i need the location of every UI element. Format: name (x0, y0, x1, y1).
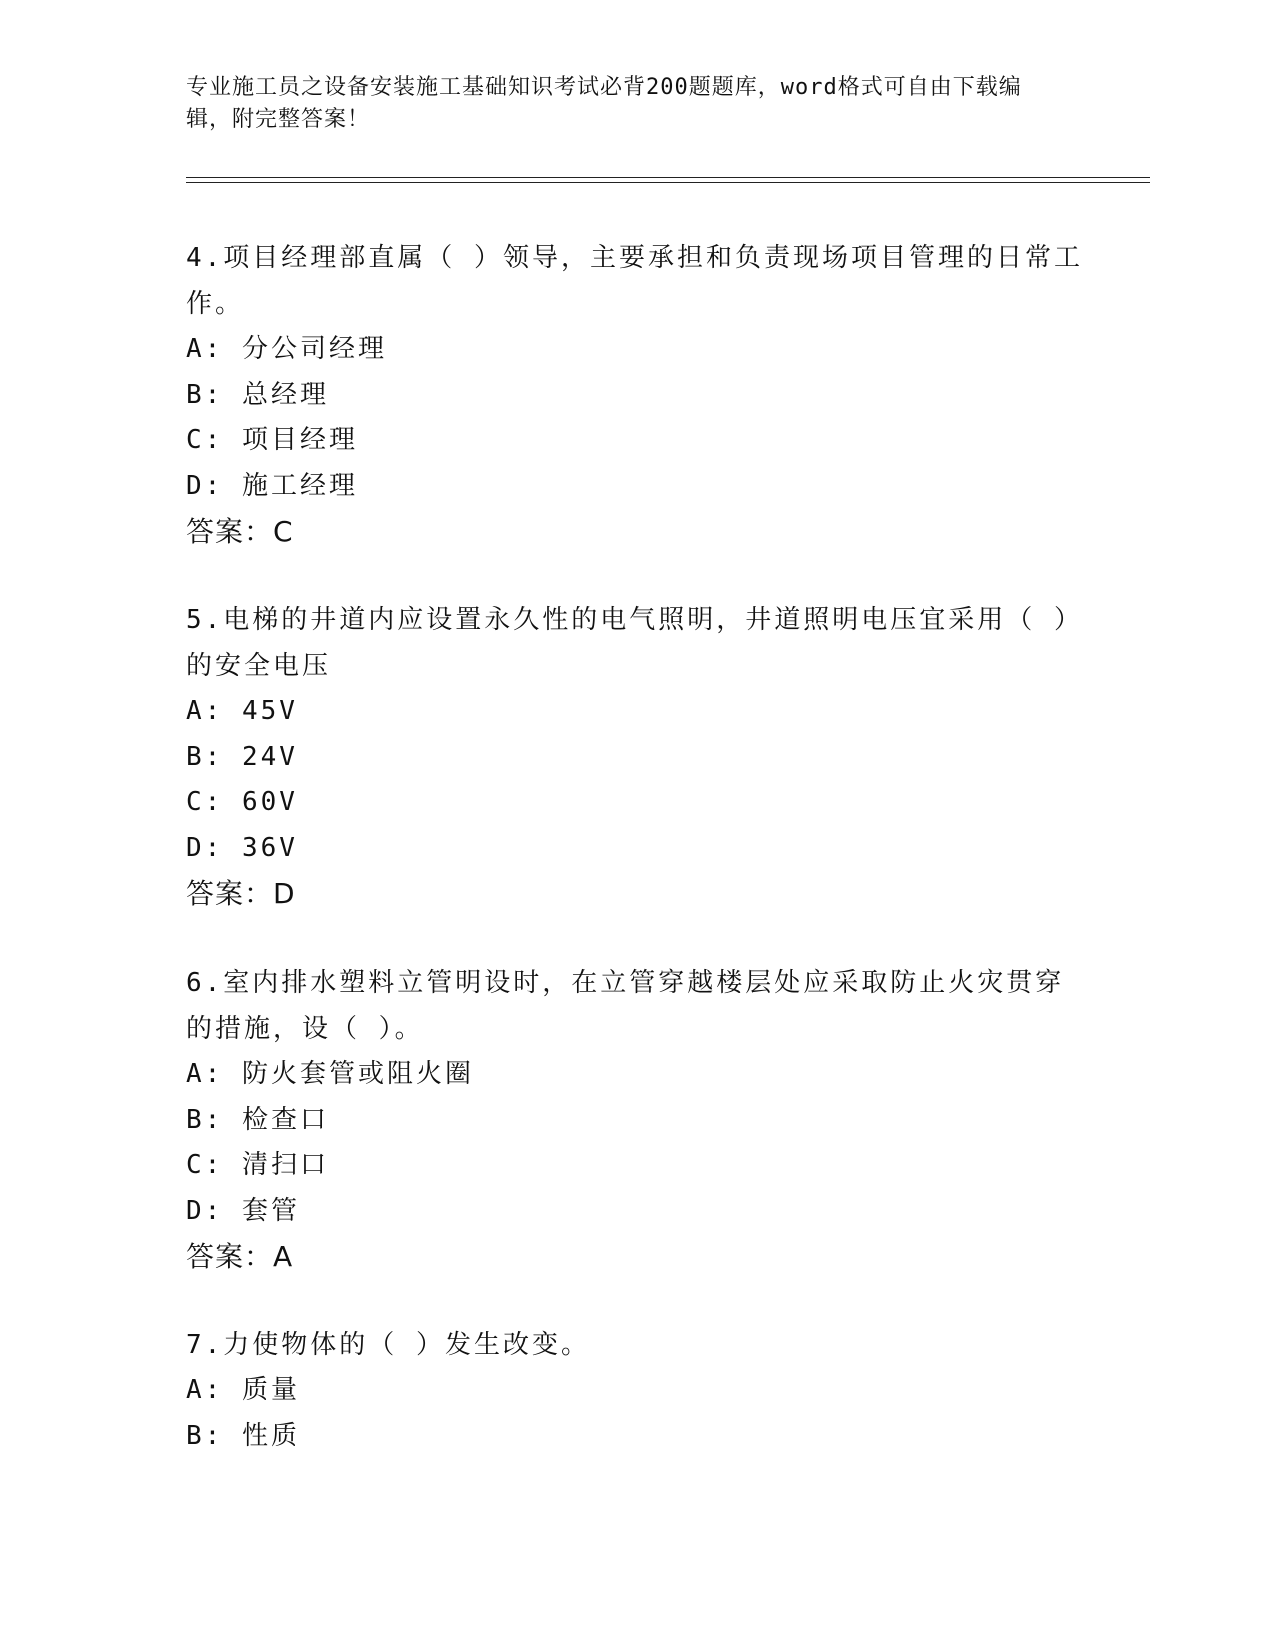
option-d: D: 套管 (186, 1195, 300, 1226)
header-divider-line (186, 182, 1150, 183)
option-c: C: 项目经理 (186, 425, 358, 455)
option-b: B: 性质 (186, 1420, 300, 1451)
option-a: A: 分公司经理 (186, 334, 387, 364)
option-a: A: 防火套管或阻火圈 (186, 1059, 474, 1089)
document-header: 专业施工员之设备安装施工基础知识考试必背200题题库，word格式可自由下载编辑，附完整答案！ (186, 75, 1022, 132)
question-block (186, 597, 1086, 917)
option-c: C: 60V (186, 787, 298, 817)
question-stem: 4.项目经理部直属（ ）领导，主要承担和负责现场项目管理的日常工作。 (186, 243, 1083, 319)
option-b: B: 24V (186, 741, 298, 772)
question-block (186, 235, 1086, 555)
question-stem: 6.室内排水塑料立管明设时，在立管穿越楼层处应采取防止火灾贯穿的措施，设（ ）。 (186, 968, 1065, 1044)
option-c: C: 清扫口 (186, 1150, 329, 1180)
question-stem: 5.电梯的井道内应设置永久性的电气照明，井道照明电压宜采用（ ）的安全电压 (186, 605, 1083, 681)
option-d: D: 36V (186, 832, 298, 863)
header-divider-line (186, 177, 1150, 178)
answer-line: 答案：A (186, 1240, 294, 1273)
answer-line: 答案：D (186, 877, 296, 910)
question-block (186, 1322, 1086, 1459)
option-b: B: 总经理 (186, 379, 329, 410)
option-a: A: 质量 (186, 1375, 300, 1405)
option-b: B: 检查口 (186, 1104, 329, 1135)
option-d: D: 施工经理 (186, 470, 358, 501)
answer-line: 答案：C (186, 515, 294, 548)
question-stem: 7.力使物体的（ ）发生改变。 (186, 1330, 590, 1360)
question-block (186, 960, 1086, 1280)
option-a: A: 45V (186, 696, 298, 726)
